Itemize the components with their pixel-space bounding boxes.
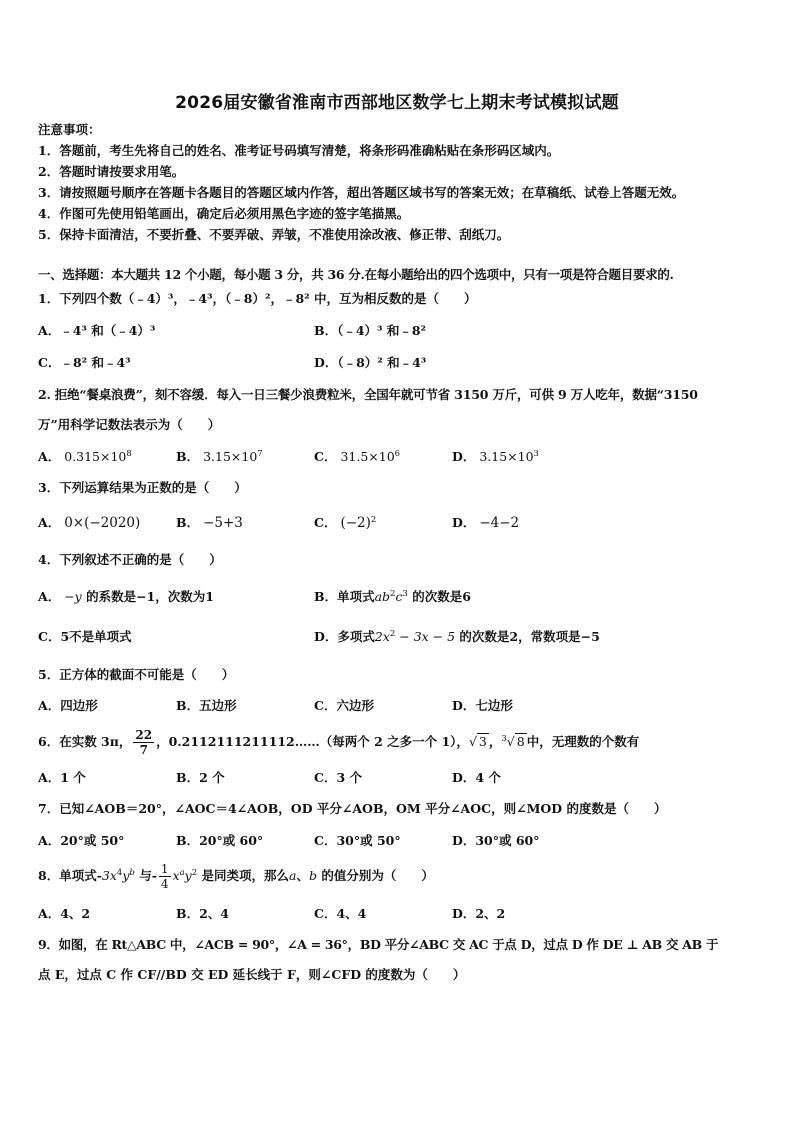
q4-option-a[interactable]: A． −y 的系数是−1，次数为1	[38, 589, 214, 604]
q2-option-a[interactable]: A． $0.315\times 10^8$	[38, 448, 132, 464]
question-7-stem: 7．已知∠AOB＝20°，∠AOC＝4∠AOB，OD 平分∠AOB，OM 平分∠AOC，则∠MOD 的度数是（ ）	[38, 801, 667, 816]
page-title: 2026届安徽省淮南市西部地区数学七上期末考试模拟试题	[175, 93, 619, 113]
question-2-stem: 2. 拒绝“餐桌浪费”，刻不容缓．每入一日三餐少浪费粒米，全国年就可节省 3150 万斤，可供 9 万人吃年，数据“3150	[38, 387, 698, 402]
question-8-stem: 8．单项式$-3x^4y^b$ 与- $\frac{1}{4}$ $x^ay^2$ 是同类项，那么a、b 的值分别为（ ）	[38, 862, 434, 891]
question-2-stem-cont: 万”用科学记数法表示为（ ）	[38, 417, 221, 432]
q8-option-a[interactable]: A．4、2	[38, 906, 91, 921]
q3-option-b[interactable]: B． −5+3	[176, 515, 243, 531]
q2-option-d[interactable]: D． $3.15\times 10^3$	[452, 448, 539, 464]
q7-option-c[interactable]: C．30°或 50°	[314, 833, 401, 848]
q3-option-c[interactable]: C． $(-2)^2$	[314, 514, 377, 531]
notice-heading: 注意事项：	[38, 122, 101, 137]
q8-option-d[interactable]: D．2、2	[452, 906, 506, 921]
q1-option-c[interactable]: C．﹣8² 和﹣4³	[38, 355, 131, 370]
q4-option-c[interactable]: C．5不是单项式	[38, 629, 132, 644]
q5-option-c[interactable]: C．六边形	[314, 698, 374, 713]
q4-option-b[interactable]: B．单项式$ab^2c^3$ 的次数是6	[314, 588, 471, 604]
q6-option-a[interactable]: A．1 个	[38, 770, 86, 785]
q8-option-c[interactable]: C．4、4	[314, 906, 367, 921]
q6-option-c[interactable]: C．3 个	[314, 770, 362, 785]
q5-option-d[interactable]: D．七边形	[452, 698, 513, 713]
q2-option-b[interactable]: B． $3.15\times 10^7$	[176, 448, 263, 464]
q8-option-b[interactable]: B．2、4	[176, 906, 229, 921]
q1-option-a[interactable]: A．﹣4³ 和（﹣4）³	[38, 323, 156, 338]
question-3-stem: 3．下列运算结果为正数的是（ ）	[38, 480, 247, 495]
q7-option-b[interactable]: B．20°或 60°	[176, 833, 264, 848]
q1-option-d[interactable]: D．（﹣8）² 和﹣4³	[314, 355, 427, 370]
notice-item: 3．请按照题号顺序在答题卡各题目的答题区域内作答，超出答题区域书写的答案无效；在草稿纸、试卷上答题无效。	[38, 185, 685, 200]
q7-option-a[interactable]: A．20°或 50°	[38, 833, 125, 848]
question-9-stem-cont: 点 E，过点 C 作 CF//BD 交 ED 延长线于 F，则∠CFD 的度数为（ ）	[38, 967, 466, 982]
fraction-22-7: $\frac{22}{7}$	[135, 728, 153, 757]
question-9-stem: 9．如图，在 Rt△ABC 中，∠ACB = 90°，∠A = 36°，BD 平分∠ABC 交 AC 于点 D，过点 D 作 DE ⊥ AB 交 AB 于	[38, 937, 719, 952]
notice-item: 5．保持卡面清洁，不要折叠、不要弄破、弄皱，不准使用涂改液、修正带、刮纸刀。	[38, 227, 510, 242]
fraction-1-4: $\frac{1}{4}$	[160, 862, 169, 891]
q7-option-d[interactable]: D．30°或 60°	[452, 833, 540, 848]
q5-option-b[interactable]: B．五边形	[176, 698, 237, 713]
notice-item: 4．作图可先使用铅笔画出，确定后必须用黑色字迹的签字笔描黑。	[38, 206, 410, 221]
q6-option-b[interactable]: B．2 个	[176, 770, 225, 785]
notice-item: 2．答题时请按要求用笔。	[38, 164, 185, 179]
question-6-stem: 6．在实数 3π， $\frac{22}{7}$ ，0.2112111211112……（每两个 2 之多一个 1），√ 3 ，$^3$√ 8 中，无理数的个数有	[38, 728, 640, 757]
q2-option-c[interactable]: C． $31.5\times 10^6$	[314, 448, 401, 464]
question-1-stem: 1．下列四个数（﹣4）³，﹣4³，（﹣8）²，﹣8² 中，互为相反数的是（ ）	[38, 291, 477, 306]
question-4-stem: 4．下列叙述不正确的是（ ）	[38, 552, 222, 567]
q3-option-a[interactable]: A． 0×(−2020)	[38, 515, 141, 531]
section-heading: 一、选择题：本大题共 12 个小题，每小题 3 分，共 36 分.在每小题给出的四个选项中，只有一项是符合题目要求的.	[38, 267, 674, 282]
q4-option-d[interactable]: D．多项式$2x^2 - 3x - 5$ 的次数是2，常数项是−5	[314, 628, 600, 644]
q5-option-a[interactable]: A．四边形	[38, 698, 98, 713]
q1-option-b[interactable]: B．（﹣4）³ 和﹣8²	[314, 323, 427, 338]
question-5-stem: 5．正方体的截面不可能是（ ）	[38, 667, 235, 682]
q6-option-d[interactable]: D．4 个	[452, 770, 501, 785]
notice-item: 1．答题前，考生先将自己的姓名、准考证号码填写清楚，将条形码准确粘贴在条形码区域内。	[38, 143, 560, 158]
q3-option-d[interactable]: D． −4−2	[452, 515, 520, 531]
